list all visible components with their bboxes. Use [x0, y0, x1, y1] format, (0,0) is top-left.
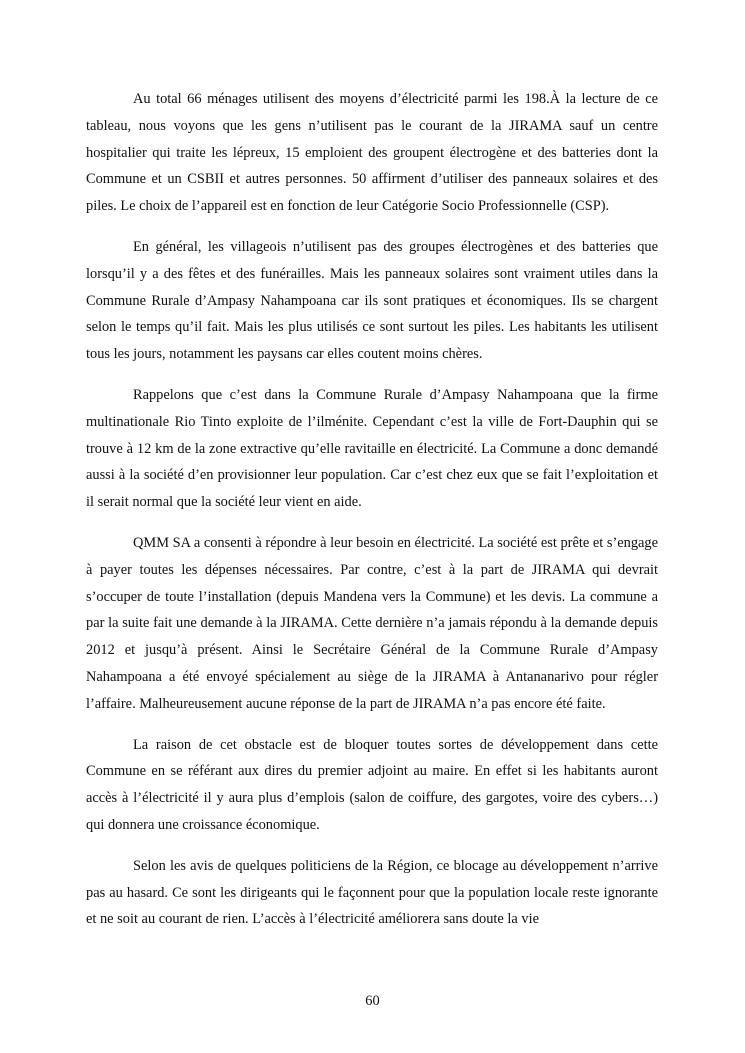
paragraph-qmm-jirama: QMM SA a consenti à répondre à leur besoin en électricité. La société est prête et s’engage à payer toutes les dépenses nécessaires. Par contre, c’est à la part de JIRAMA qui devrait s’occuper de toute l’installation (depuis Mandena vers la Commune) et les devis. La commune a par la suite fait une demande à la JIRAMA. Cette dernière n’a jamais répondu à la demande depuis 2012 et jusqu’à présent. Ainsi le Secrétaire Général de la Commune Rurale d’Ampasy Nahampoana a été envoyé spécialement au siège de la JIRAMA à Antananarivo pour régler l’affaire. Malheureusement aucune réponse de la part de JIRAMA n’a pas encore été faite.: [86, 534, 658, 712]
page-number: 60: [365, 993, 380, 1009]
body-text: [86, 86, 658, 947]
paragraph-generators-solar: En général, les villageois n’utilisent pas des groupes électrogènes et des batteries que lorsqu’il y a des fêtes et des funérailles. Mais les panneaux solaires sont vraiment utiles dans la Commune Rurale d’Ampasy Nahampoana car ils sont pratiques et économiques. Ils se chargent selon le temps qu’il fait. Mais les plus utilisés ce sont surtout les piles. Les habitants les utilisent tous les jours, notamment les paysans car elles coutent moins chères.: [86, 238, 658, 363]
paragraph-obstacle-reason: La raison de cet obstacle est de bloquer toutes sortes de développement dans cette Commune en se référant aux dires du premier adjoint au maire. En effet si les habitants auront accès à l’électricité il y aura plus d’emplois (salon de coiffure, des gargotes, voire des cybers…) qui donnera une croissance économique.: [86, 736, 658, 833]
paragraph-electricity-usage: Au total 66 ménages utilisent des moyens d’électricité parmi les 198.À la lecture de ce tableau, nous voyons que les gens n’utilisent pas le courant de la JIRAMA sauf un centre hospitalier qui traite les lépreux, 15 emploient des groupent électrogène et des batteries dont la Commune et un CSBII et autres personnes. 50 affirment d’utiliser des panneaux solaires et des piles. Le choix de l’appareil est en fonction de leur Catégorie Socio Professionnelle (CSP).: [86, 91, 658, 215]
paragraph-politicians-opinion: Selon les avis de quelques politiciens de la Région, ce blocage au développement n’arrive pas au hasard. Ce sont les dirigeants qui le façonnent pour que la population locale reste ignorante et ne soit au courant de rien. L’accès à l’électricité améliorera sans doute la vie: [86, 857, 658, 928]
paragraph-rio-tinto: Rappelons que c’est dans la Commune Rurale d’Ampasy Nahampoana que la firme multinationale Rio Tinto exploite de l’ilménite. Cependant c’est la ville de Fort-Dauphin qui se trouve à 12 km de la zone extractive qu’elle ravitaille en électricité. La Commune a donc demandé aussi à la société d’en provisionner leur population. Car c’est chez eux que se fait l’exploitation et il serait normal que la société leur vient en aide.: [86, 386, 658, 511]
